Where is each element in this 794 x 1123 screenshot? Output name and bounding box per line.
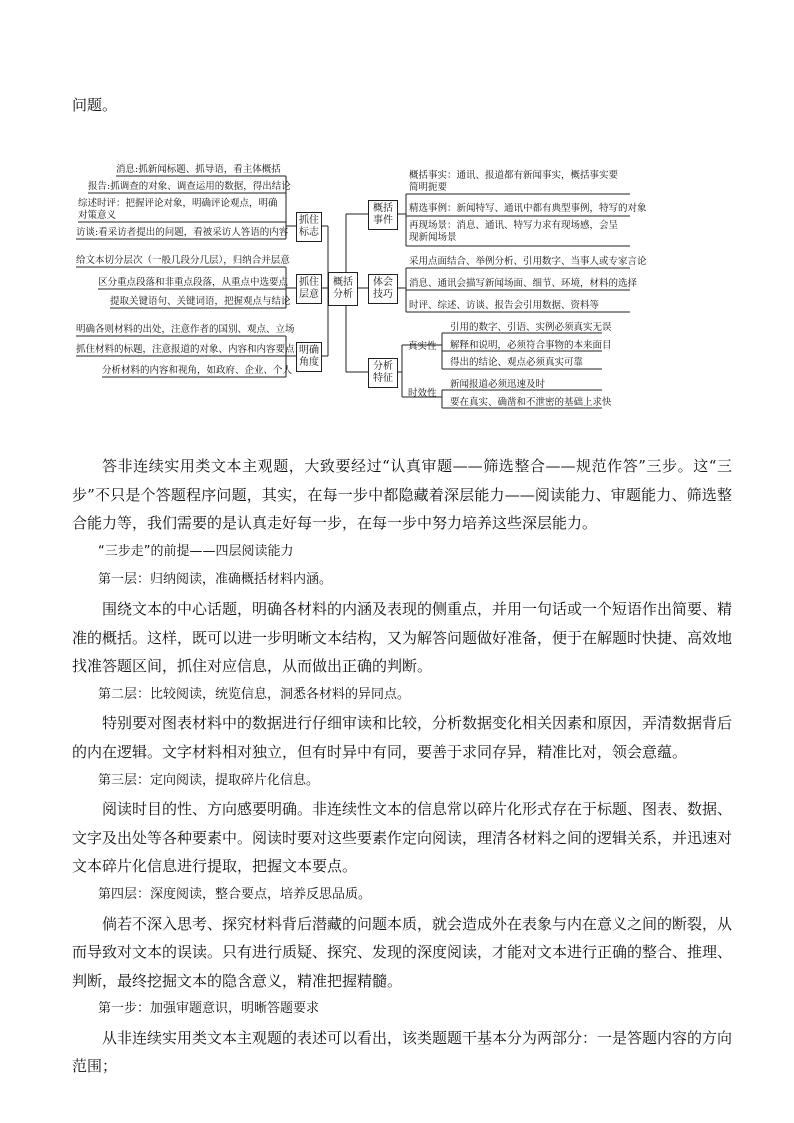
mind-map-branch-left-2: 抓住 层意 [296, 274, 322, 304]
mind-map-subbranch: 时效性 [408, 388, 437, 399]
section-heading: 第一层：归纳阅读，准确概括材料内涵。 [98, 572, 333, 588]
paragraph: 答非连续实用类文本主观题，大致要经过“认真审题——筛选整合——规范作答”三步。这“三步”不只是个答题程序问题，其实，在每一步中都隐藏着深层能力——阅读能力、审题能力、筛选整合能力等，我们需要的是认真走好每一步，在每一步中努力培养这些深层能力。 [72, 457, 732, 533]
mind-map-leaf: 引用的数字、引语、实例必须真实无误 [450, 322, 612, 333]
mind-map-leaf: 要在真实、确凿和不泄密的基础上求快 [450, 397, 612, 408]
mind-map-branch-left-1: 抓住 标志 [296, 212, 322, 242]
mind-map-leaf: 明确各则材料的出处，注意作者的国别、观点、立场 [76, 324, 295, 335]
mind-map-branch-right-1: 概括 事件 [368, 200, 398, 230]
mind-map-leaf: 分析材料的内容和视角，如政府、企业、个人 [102, 365, 293, 376]
section-heading: 第四层：深度阅读，整合要点，培养反思品质。 [98, 886, 372, 902]
mind-map-branch-right-2: 体会 技巧 [368, 274, 398, 304]
mind-map-leaf: 报告:抓调查的对象、调查运用的数据，得出结论 [88, 181, 291, 192]
intro-text: 问题。 [72, 96, 118, 114]
section-heading: 第一步：加强审题意识，明晰答题要求 [98, 1001, 320, 1017]
mind-map-leaf: 再现场景：消息、通讯、特写力求有现场感，会呈现新闻场景 [409, 220, 619, 243]
mind-map-lines [0, 0, 794, 420]
paragraph: 围绕文本的中心话题，明确各材料的内涵及表现的侧重点，并用一句话或一个短语作出简要、精准的概括。这样，既可以进一步明晰文本结构，又为解答问题做好准备，便于在解题时快捷、高效地找准答题区间，抓住对应信息，从而做出正确的判断。 [72, 599, 733, 676]
section-heading: 第二层：比较阅读，统览信息，洞悉各材料的异同点。 [98, 686, 411, 702]
section-heading: 第三层：定向阅读，提取碎片化信息。 [98, 772, 320, 788]
mind-map-leaf: 提取关键语句、关键词语，把握观点与结论 [110, 296, 291, 307]
mind-map-branch-right-3: 分析 特征 [368, 358, 398, 388]
mind-map-leaf: 给文本切分层次（一般几段分几层），归纳合并层意 [76, 255, 290, 266]
mind-map-leaf: 时评、综述、访谈、报告会引用数据、资料等 [409, 300, 600, 311]
paragraph: 特别要对图表材料中的数据进行仔细审读和比较，分析数据变化相关因素和原因，弄清数据背后的内在逻辑。文字材料相对独立，但有时异中有同，要善于求同存异，精准比对，领会意蕴。 [72, 714, 733, 761]
mind-map-leaf: 区分重点段落和非重点段落，从重点中选要点 [98, 277, 289, 288]
paragraph: 阅读时目的性、方向感要明确。非连续性文本的信息常以碎片化形式存在于标题、图表、数据、文字及出处等各种要素中。阅读时要对这些要素作定向阅读，理清各材料之间的逻辑关系，并迅速对文本碎片化信息进行提取，把握文本要点。 [72, 800, 733, 876]
paragraph: 从非连续实用类文本主观题的表述可以看出，该类题题干基本分为两部分：一是答题内容的方向范围； [72, 1028, 733, 1076]
mind-map-leaf: 消息:抓新闻标题、抓导语，看主体概括 [116, 164, 281, 175]
mind-map-leaf: 综述时评：把握评论对象，明确评论观点，明确对策意义 [78, 198, 278, 221]
mind-map-leaf: 精选事例：新闻特写、通讯中都有典型事例，特写的对象 [409, 203, 647, 214]
mind-map-leaf: 抓住材料的标题，注意报道的对象、内容和内容要点 [76, 344, 295, 355]
paragraph: 倘若不深入思考、探究材料背后潜藏的问题本质，就会造成外在表象与内在意义之间的断裂，从而导致对文本的误读。只有进行质疑、探究、发现的深度阅读，才能对文本进行正确的整合、推理、判断，最终挖掘文本的隐含意义，精准把握精髓。 [72, 914, 733, 990]
mind-map-subbranch: 真实性 [408, 341, 437, 352]
mind-map-leaf: 解释和说明，必须符合事物的本来面目 [450, 340, 612, 351]
mind-map-leaf: 新闻报道必须迅速及时 [450, 379, 546, 390]
mind-map-leaf: 概括事实：通讯、报道都有新闻事实，概括事实要简明扼要 [409, 170, 619, 193]
mind-map-branch-left-3: 明确 角度 [296, 342, 322, 372]
mind-map-leaf: 得出的结论、观点必须真实可靠 [450, 357, 584, 368]
mind-map-leaf: 访谈:看采访者提出的问题，看被采访人答语的内容 [76, 227, 289, 238]
article-body [72, 452, 732, 1081]
mind-map-leaf: 消息、通讯会描写新闻场面、细节、环境，材料的选择 [409, 278, 638, 289]
mind-map-center: 概括 分析 [328, 272, 358, 306]
mind-map [0, 0, 794, 420]
section-heading: “三步走”的前提——四层阅读能力 [98, 543, 294, 559]
mind-map-leaf: 采用点面结合、举例分析、引用数字、当事人或专家言论 [409, 256, 647, 267]
